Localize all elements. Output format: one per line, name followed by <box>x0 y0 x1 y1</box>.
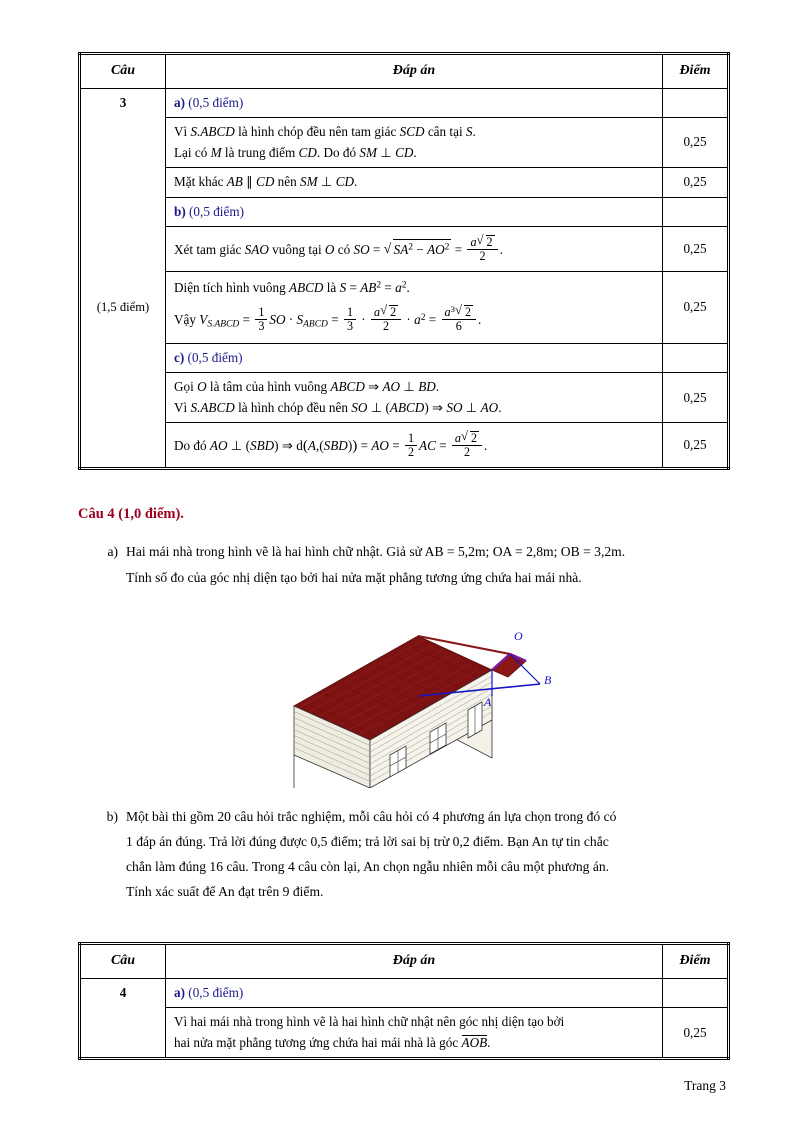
answer-cell <box>166 168 663 197</box>
answer-line: Lại có M là trung điểm CD. Do đó SM ⊥ CD. <box>174 144 417 160</box>
question-number-spacer <box>80 1008 166 1059</box>
label-B: B <box>544 672 552 687</box>
part-label-c: c) <box>174 349 185 365</box>
answer-line: Vì S.ABCD là hình chóp đều nên tam giác SCD cân tại S. <box>174 124 476 140</box>
answer-line: Gọi O là tâm của hình vuông ABCD ⇒ AO ⊥ BD. <box>174 379 440 395</box>
answer-table-question-3 <box>78 52 730 470</box>
question-number-spacer <box>80 423 166 469</box>
answer-cell <box>166 1008 663 1059</box>
header-cau: Câu <box>80 944 166 979</box>
answer-line: Xét tam giác SAO vuông tại O có SO = √ $SA^2 - AO^2$ = $\frac{a √ 2}{2}$ . <box>174 235 654 263</box>
question-number-spacer <box>80 197 166 226</box>
score-cell <box>663 88 729 117</box>
answer-cell-a-heading <box>166 978 663 1007</box>
question-total-points: (1,5 điểm) <box>80 272 166 344</box>
score-cell <box>663 197 729 226</box>
page-footer: Trang 3 <box>684 1078 726 1093</box>
answer-line: hai nửa mặt phẳng tương ứng chứa hai mái nhà là góc AOB. <box>174 1034 491 1050</box>
header-diem: Điểm <box>663 54 729 89</box>
score-cell <box>663 978 729 1007</box>
list-item <box>78 804 726 905</box>
list-item <box>78 539 726 589</box>
table-row <box>80 423 729 469</box>
table-row <box>80 88 729 117</box>
header-diem: Điểm <box>663 944 729 979</box>
answer-line: Do đó AO ⊥ (SBD) ⇒ d(A,(SBD)) = AO = $\frac{1}{2}$ AC = $\frac{a √ 2}{2}$ . <box>174 431 654 459</box>
answer-cell-b-heading <box>166 197 663 226</box>
item-label-b: b) <box>106 808 118 824</box>
score-cell: 0,25 <box>663 272 729 344</box>
part-points-a: (0,5 điểm) <box>188 984 244 1000</box>
question-number: 3 <box>80 88 166 117</box>
answer-cell <box>166 118 663 168</box>
item-body-a <box>126 539 726 589</box>
part-label-a: a) <box>174 984 185 1000</box>
table-header-row <box>80 944 729 979</box>
score-cell: 0,25 <box>663 168 729 197</box>
item-line: Một bài thi gồm 20 câu hỏi trắc nghiệm, mỗi câu hỏi có 4 phương án lựa chọn trong đó có <box>126 808 617 824</box>
part-label-b: b) <box>174 203 186 219</box>
table-row <box>80 197 729 226</box>
page-title: Câu 4 (1,0 điểm). <box>78 506 184 523</box>
item-label-a: a) <box>107 544 118 560</box>
answer-line: Mặt khác AB ∥ CD nên SM ⊥ CD. <box>174 174 358 190</box>
table-row <box>80 978 729 1007</box>
table-row <box>80 226 729 271</box>
answer-cell <box>166 226 663 271</box>
table-row <box>80 373 729 423</box>
score-cell <box>663 343 729 372</box>
question-list <box>78 539 726 589</box>
score-cell: 0,25 <box>663 1008 729 1059</box>
answer-cell-a-heading <box>166 88 663 117</box>
label-O: O <box>514 628 523 643</box>
answer-line: Diện tích hình vuông ABCD là $S = AB^2 = a^2$. <box>174 280 410 296</box>
question-number: 4 <box>80 978 166 1007</box>
score-cell: 0,25 <box>663 373 729 423</box>
table-row <box>80 168 729 197</box>
item-line: chắn làm đúng 16 câu. Trong 4 câu còn lại, An chọn ngẫu nhiên mỗi câu một phương án. <box>126 858 610 874</box>
question-number-spacer <box>80 118 166 168</box>
table-row <box>80 343 729 372</box>
answer-line: Vì S.ABCD là hình chóp đều nên SO ⊥ (ABCD) ⇒ SO ⊥ AO. <box>174 399 502 415</box>
answer-table-question-4 <box>78 942 730 1060</box>
table-row <box>80 1008 729 1059</box>
part-label-a: a) <box>174 94 185 110</box>
item-line: Tính số đo của góc nhị diện tạo bởi hai nửa mặt phẳng tương ứng chứa hai mái nhà. <box>126 569 582 585</box>
table-header-row <box>80 54 729 89</box>
question-number-spacer <box>80 373 166 423</box>
score-cell: 0,25 <box>663 423 729 469</box>
label-A: A <box>484 694 492 709</box>
question-number-spacer <box>80 168 166 197</box>
item-line: Hai mái nhà trong hình vẽ là hai hình chữ nhật. Giả sử AB = 5,2m; OA = 2,8m; OB = 3,2m. <box>126 544 626 560</box>
answer-cell-c-heading <box>166 343 663 372</box>
item-line: Tính xác suất để An đạt trên 9 điểm. <box>126 884 324 900</box>
answer-cell <box>166 272 663 344</box>
answer-cell <box>166 423 663 469</box>
table-row <box>80 118 729 168</box>
question-list-b <box>78 804 726 905</box>
table-row <box>80 272 729 344</box>
house-roof-dihedral-figure <box>78 608 726 788</box>
header-dapan: Đáp án <box>166 54 663 89</box>
part-points-a: (0,5 điểm) <box>188 94 244 110</box>
score-cell: 0,25 <box>663 118 729 168</box>
header-dapan: Đáp án <box>166 944 663 979</box>
part-points-b: (0,5 điểm) <box>189 203 244 219</box>
item-line: 1 đáp án đúng. Trả lời đúng được 0,5 điểm; trả lời sai bị trừ 0,2 điểm. Bạn An tự tin chắc <box>126 833 609 849</box>
score-cell: 0,25 <box>663 226 729 271</box>
item-body-b <box>126 804 726 905</box>
question-number-spacer <box>80 226 166 271</box>
answer-line: Vì hai mái nhà trong hình vẽ là hai hình chữ nhật nên góc nhị diện tạo bởi <box>174 1014 565 1030</box>
question-number-spacer <box>80 343 166 372</box>
header-cau: Câu <box>80 54 166 89</box>
part-points-c: (0,5 điểm) <box>187 349 243 365</box>
answer-line: Vậy $V_{S.ABCD}$ = $\frac{1}{3}$ SO · $S_{ABCD}$ = $\frac{1}{3}$ · $\frac{a √ 2}{2}$ · $a^2$ = $\frac{a^3 √ 2}{6}$ . <box>174 305 654 333</box>
answer-cell <box>166 373 663 423</box>
house-figure-svg <box>192 608 612 788</box>
